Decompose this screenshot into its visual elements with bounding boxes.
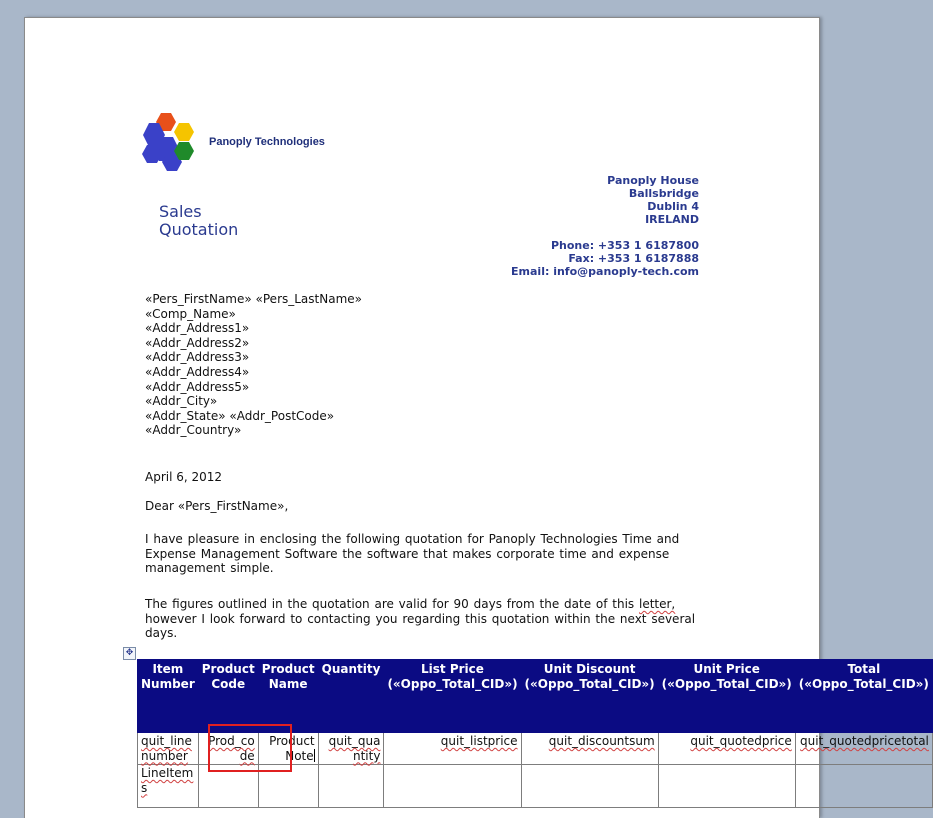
header-product-name[interactable]: Product Name <box>258 660 318 733</box>
fax-line: Fax: +353 1 6187888 <box>568 252 699 265</box>
logo-hex-yellow <box>174 123 194 141</box>
address-line: Ballsbridge <box>628 187 699 200</box>
merge-field[interactable]: «Addr_State» «Addr_PostCode» <box>145 408 335 423</box>
table-cell[interactable] <box>384 765 521 808</box>
merge-field: Prod_code <box>208 734 255 763</box>
header-quantity[interactable]: Quantity <box>318 660 384 733</box>
header-total[interactable]: Total («Oppo_Total_CID») <box>795 660 932 733</box>
text-cursor <box>314 749 315 762</box>
phone-line: Phone: +353 1 6187800 <box>550 239 699 252</box>
company-name: Panoply Technologies <box>209 136 325 148</box>
cell-quantity[interactable] <box>318 733 384 765</box>
table-cell[interactable] <box>795 765 932 808</box>
paragraph-text: The figures outlined in the quotation are valid for 90 days from the date of this <box>145 597 639 611</box>
cell-discount[interactable] <box>521 733 658 765</box>
merge-field: Product Note <box>269 734 315 763</box>
selection-highlight <box>208 724 292 772</box>
merge-field[interactable]: «Comp_Name» <box>145 306 236 321</box>
cell-quoted-price[interactable] <box>658 733 795 765</box>
merge-field: quit_discountsum <box>548 734 655 748</box>
cell-line-number[interactable] <box>138 733 199 765</box>
table-cell[interactable] <box>318 765 384 808</box>
company-contact <box>511 239 699 278</box>
paragraph-intro[interactable]: I have pleasure in enclosing the following quotation for Panoply Technologies Time and Expense Management Software the software that makes corporate time and expense management simple. <box>145 532 680 576</box>
merge-field: quit_listprice <box>440 734 518 748</box>
paragraph-text: however I look forward to contacting you regarding this quotation within the next several days. <box>145 611 696 641</box>
document-page[interactable] <box>24 17 929 818</box>
company-address <box>607 174 699 226</box>
header-unit-discount[interactable]: Unit Discount («Oppo_Total_CID») <box>521 660 658 733</box>
merge-field: quit_quotedprice <box>690 734 792 748</box>
merge-field[interactable]: «Addr_Country» <box>145 423 242 438</box>
merge-field[interactable]: «Addr_Address3» <box>145 350 250 365</box>
company-logo <box>143 113 205 175</box>
header-list-price[interactable]: List Price («Oppo_Total_CID») <box>384 660 521 733</box>
table-cell[interactable] <box>521 765 658 808</box>
merge-field[interactable]: «Pers_FirstName» «Pers_LastName» <box>145 292 362 306</box>
table-cell[interactable] <box>658 765 795 808</box>
address-line: Dublin 4 <box>647 200 699 213</box>
cell-list-price[interactable] <box>384 733 521 765</box>
address-line: IRELAND <box>645 213 699 226</box>
salutation[interactable]: Dear «Pers_FirstName», <box>145 499 289 513</box>
merge-field[interactable]: «Addr_Address1» <box>145 321 250 336</box>
header-product-code[interactable]: Product Code <box>198 660 258 733</box>
merge-field[interactable]: «Addr_Address4» <box>145 364 250 379</box>
table-move-handle-icon[interactable]: ✥ <box>123 647 136 660</box>
cell-total[interactable] <box>795 733 932 765</box>
letter-date[interactable]: April 6, 2012 <box>145 470 223 484</box>
header-unit-price[interactable]: Unit Price («Oppo_Total_CID») <box>658 660 795 733</box>
merge-field: quit_linenumber <box>141 734 192 763</box>
email-line: Email: info@panoply-tech.com <box>511 265 699 278</box>
merge-field[interactable]: «Addr_Address2» <box>145 335 250 350</box>
merge-field: LineItems <box>141 766 194 795</box>
title-line: Sales <box>159 202 202 221</box>
merge-field[interactable]: «Addr_City» <box>145 394 218 409</box>
spelling-flagged-word[interactable]: letter, <box>638 597 676 611</box>
paragraph-validity[interactable] <box>145 597 705 641</box>
merge-field[interactable]: «Addr_Address5» <box>145 379 250 394</box>
merge-field: quit_quantity <box>328 734 381 763</box>
table-header-row <box>138 660 933 733</box>
cell-line-items[interactable] <box>138 765 199 808</box>
document-title <box>159 203 238 239</box>
recipient-merge-fields[interactable] <box>145 292 362 438</box>
title-line: Quotation <box>159 220 239 239</box>
header-item-number[interactable]: Item Number <box>138 660 199 733</box>
address-line: Panoply House <box>607 174 699 187</box>
merge-field: quit_quotedpricetotal <box>800 734 929 748</box>
